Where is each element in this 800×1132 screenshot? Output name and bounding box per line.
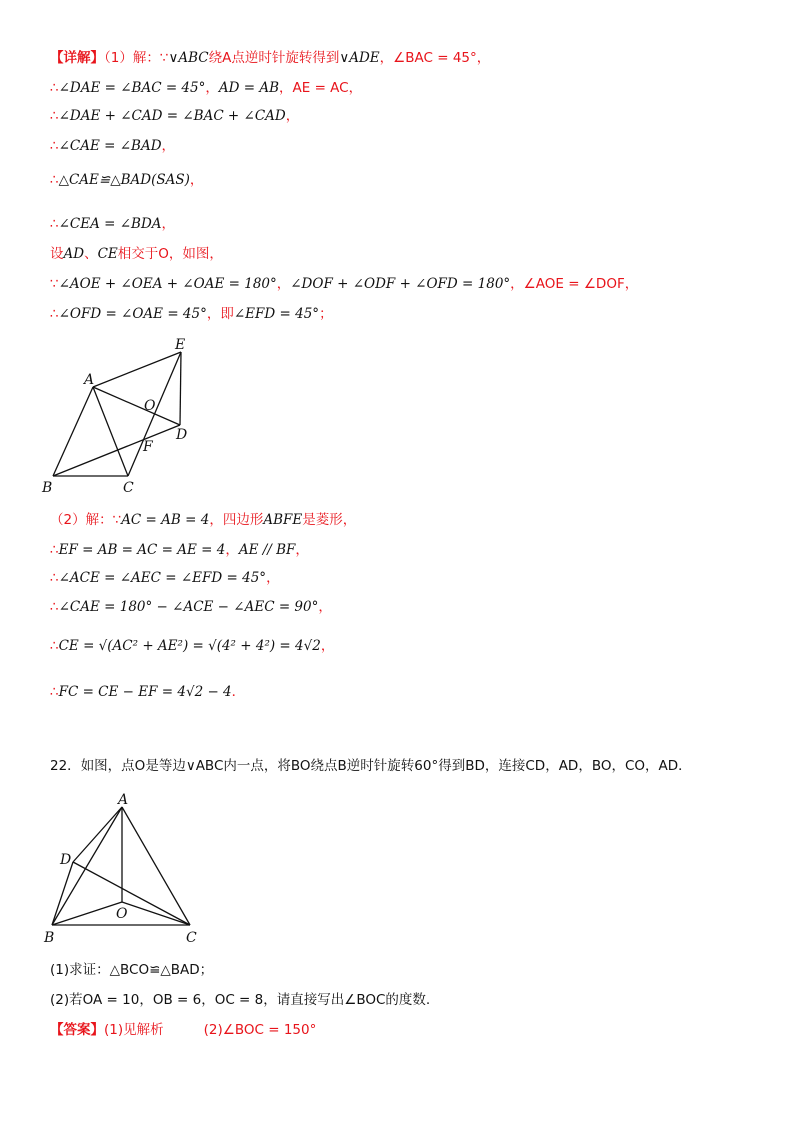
label-o: O — [144, 398, 156, 414]
label-d2: D — [60, 852, 72, 868]
solution-line-1: 【详解】（1）解：∵∨ABC绕A点逆时针旋转得到∨ADE，∠BAC = 45°， — [50, 50, 491, 66]
label-o2: O — [116, 906, 128, 922]
question-number: 22． — [50, 758, 81, 774]
solution2-line-5: ∴CE = √(AC² + AE²) = √(4² + 4²) = 4√2， — [50, 638, 335, 654]
segment-co — [122, 902, 190, 925]
segment-bo — [52, 902, 122, 925]
label-b2: B — [44, 930, 55, 946]
solution2-line-1: （2）解：∵AC = AB = 4，四边形ABFE是菱形， — [50, 512, 357, 528]
label-c2: C — [186, 930, 197, 946]
label-a: A — [84, 372, 95, 388]
label-a2: A — [118, 792, 129, 808]
solution-line-2: ∴∠DAE = ∠BAC = 45°，AD = AB，AE = AC， — [50, 80, 363, 96]
solution2-line-4: ∴∠CAE = 180° − ∠ACE − ∠AEC = 90°， — [50, 599, 332, 615]
figure-equilateral-triangle — [40, 792, 210, 947]
label-b: B — [42, 480, 53, 495]
answer-line — [50, 1020, 316, 1040]
solution-line-9: ∴∠OFD = ∠OAE = 45°，即∠EFD = 45°； — [50, 306, 333, 322]
solution-tag: 【详解】 — [50, 50, 104, 66]
answer-part-1: (1)见解析 — [104, 1022, 164, 1038]
solution-line-6: ∴∠CEA = ∠BDA， — [50, 216, 176, 232]
solution-line-8: ∵∠AOE + ∠OEA + ∠OAE = 180°，∠DOF + ∠ODF + ∠OFD = 180°，∠AOE = ∠DOF， — [50, 276, 639, 292]
solution-line-5: ∴△CAE≌△BAD(SAS)， — [50, 172, 204, 188]
segment-ad2 — [73, 807, 122, 862]
question-22-text — [50, 756, 692, 776]
solution-line-7: 设AD、CE相交于O，如图， — [50, 246, 223, 262]
question-22-part-1: (1)求证：△BCO≌△BAD； — [50, 962, 214, 978]
solution2-line-2: ∴EF = AB = AC = AE = 4，AE // BF， — [50, 542, 309, 558]
solution2-line-6: ∴FC = CE − EF = 4√2 − 4． — [50, 684, 246, 700]
label-d: D — [176, 427, 188, 443]
segment-bd2 — [52, 862, 73, 925]
answer-tag: 【答案】 — [50, 1022, 104, 1038]
segment-ed — [180, 352, 181, 425]
label-c: C — [123, 480, 134, 495]
answer-part-2: (2)∠BOC = 150° — [203, 1022, 317, 1038]
solution2-line-3: ∴∠ACE = ∠AEC = ∠EFD = 45°， — [50, 570, 280, 586]
figure-rhombus-abfe — [40, 335, 210, 495]
solution-line-3: ∴∠DAE + ∠CAD = ∠BAC + ∠CAD， — [50, 108, 300, 124]
question-body: 如图，点O是等边∨ABC内一点，将BO绕点B逆时针旋转60°得到BD，连接CD，AD，BO，CO，AD． — [80, 758, 692, 774]
label-e: E — [175, 337, 186, 353]
label-f: F — [143, 439, 153, 455]
question-22-part-2: (2)若OA = 10，OB = 6，OC = 8，请直接写出∠BOC的度数. — [50, 992, 431, 1008]
solution-line-4: ∴∠CAE = ∠BAD， — [50, 138, 176, 154]
